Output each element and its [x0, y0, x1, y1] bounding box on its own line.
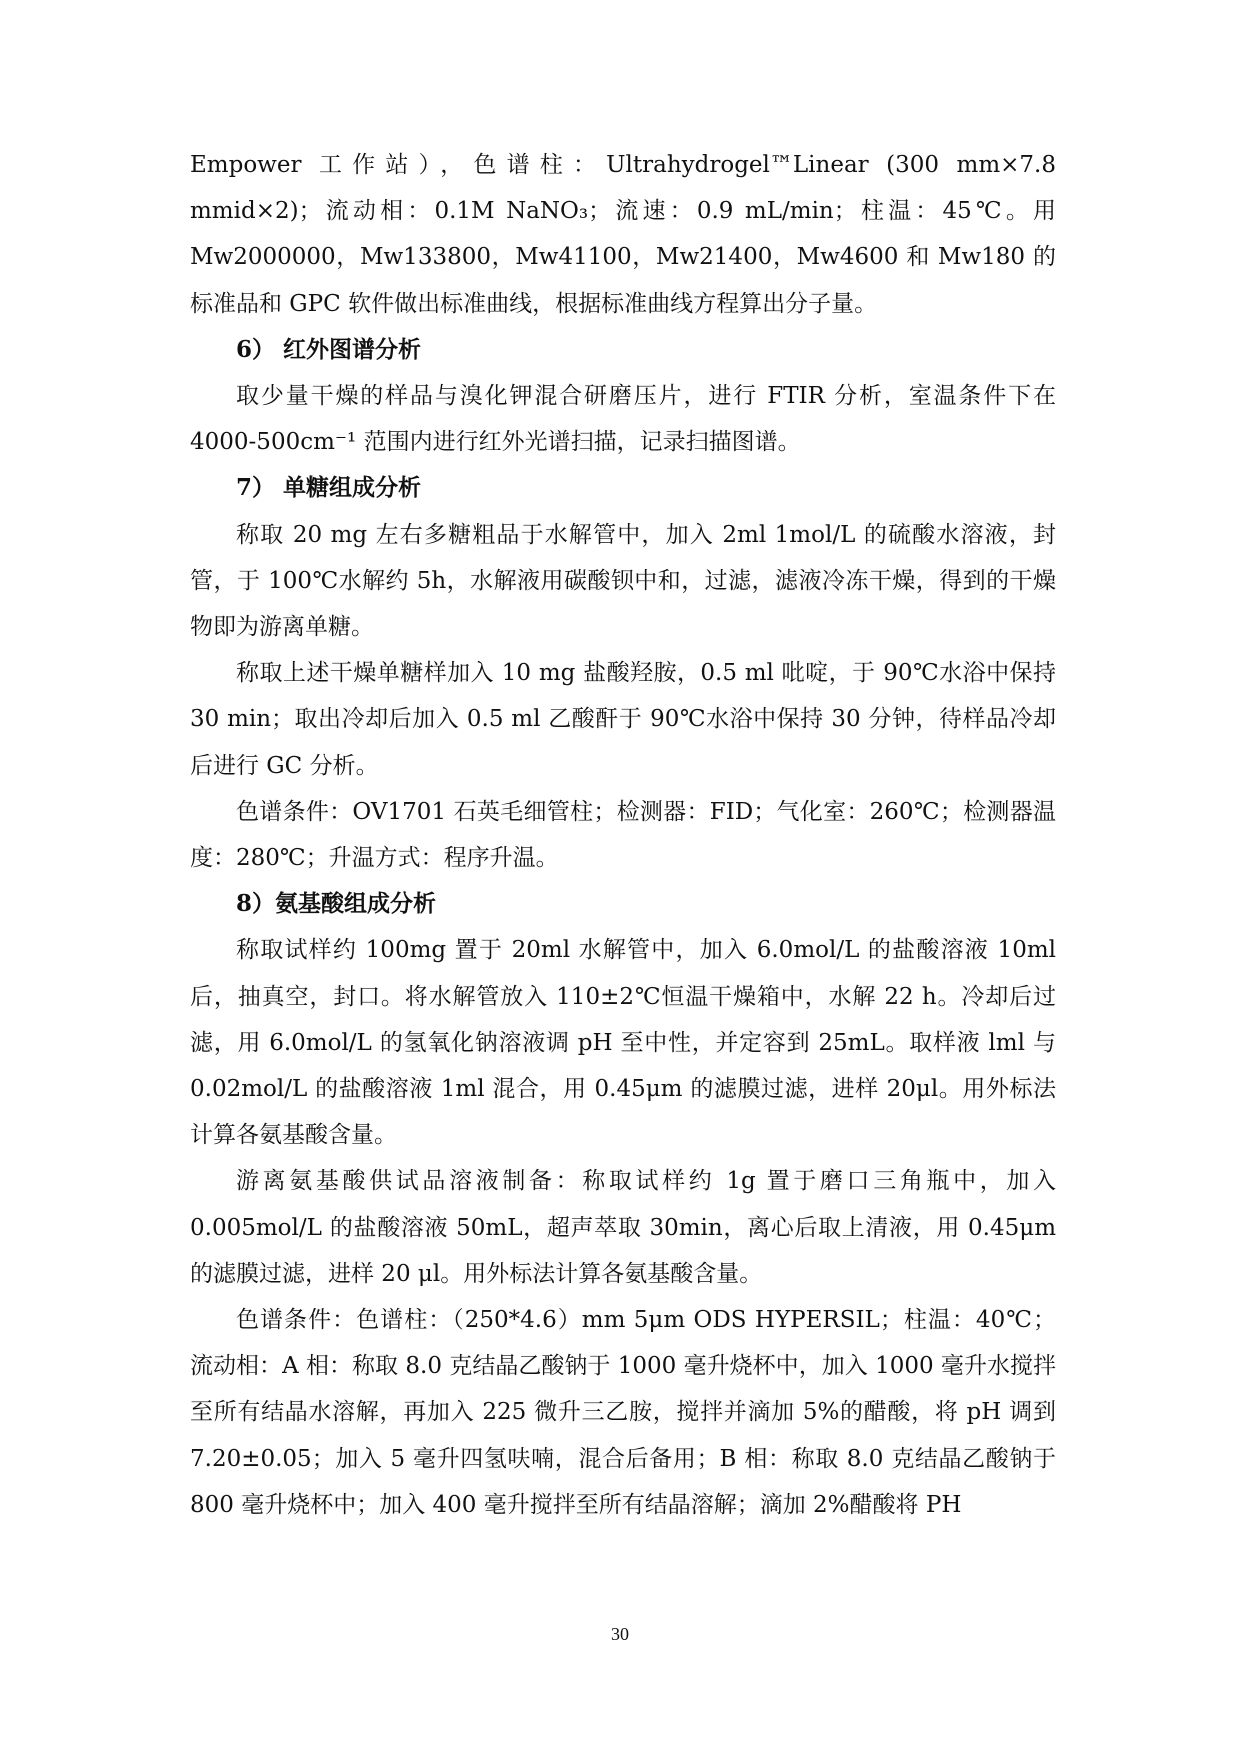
- page-number: 30: [611, 1624, 629, 1644]
- paragraph-gc-conditions: 色谱条件：OV1701 石英毛细管柱；检测器：FID；气化室：260℃；检测器温度：280℃；升温方式：程序升温。: [190, 798, 1056, 872]
- paragraph-derivatization: 称取上述干燥单糖样加入 10 mg 盐酸羟胺，0.5 ml 吡啶，于 90℃水浴中保持 30 min；取出冷却后加入 0.5 ml 乙酸酐于 90℃水浴中保持 30 分钟，待样品冷却后进行 GC 分析。: [190, 660, 1056, 779]
- document-body: [190, 142, 1056, 1528]
- paragraph-amino-acid-hydrolysis: 称取试样约 100mg 置于 20ml 水解管中，加入 6.0mol/L 的盐酸溶液 10ml 后，抽真空，封口。将水解管放入 110±2℃恒温干燥箱中，水解 22 h。冷却后过滤，用 6.0mol/L 的氢氧化钠溶液调 pH 至中性，并定容到 25mL。取样液 lml 与 0.02mol/L 的盐酸溶液 1ml 混合，用 0.45μm 的滤膜过滤，进样 20μl。用外标法计算各氨基酸含量。: [190, 937, 1056, 1149]
- section-heading-amino-acid: 8）氨基酸组成分析: [236, 890, 437, 918]
- paragraph-hydrolysis: 称取 20 mg 左右多糖粗品于水解管中，加入 2ml 1mol/L 的硫酸水溶液，封管，于 100℃水解约 5h，水解液用碳酸钡中和，过滤，滤液冷冻干燥，得到的干燥物即为游离单糖。: [190, 521, 1056, 641]
- paragraph-gpc-conditions: Empower 工作站），色谱柱：Ultrahydrogel™Linear (300 mm×7.8 mmid×2)；流动相：0.1M NaNO₃；流速：0.9 mL/min；柱温：45℃。用 Mw2000000，Mw133800，Mw41100，Mw21400，Mw4600 和 Mw180 的标准品和 GPC 软件做出标准曲线，根据标准曲线方程算出分子量。: [190, 152, 1056, 317]
- section-heading-monosaccharide: 7） 单糖组成分析: [236, 474, 422, 502]
- paragraph-free-amino-acid: 游离氨基酸供试品溶液制备：称取试样约 1g 置于磨口三角瓶中，加入 0.005mol/L 的盐酸溶液 50mL，超声萃取 30min，离心后取上清液，用 0.45μm 的滤膜过滤，进样 20 μl。用外标法计算各氨基酸含量。: [190, 1168, 1056, 1287]
- paragraph-ftir-method: 取少量干燥的样品与溴化钾混合研磨压片，进行 FTIR 分析，室温条件下在 4000-500cm⁻¹ 范围内进行红外光谱扫描，记录扫描图谱。: [190, 383, 1056, 456]
- section-heading-ftir: 6） 红外图谱分析: [236, 335, 422, 363]
- paragraph-hplc-conditions: 色谱条件：色谱柱：（250*4.6）mm 5μm ODS HYPERSIL；柱温：40℃；流动相：A 相：称取 8.0 克结晶乙酸钠于 1000 毫升烧杯中，加入 1000 毫升水搅拌至所有结晶水溶解，再加入 225 微升三乙胺，搅拌并滴加 5%的醋酸，将 pH 调到 7.20±0.05；加入 5 毫升四氢呋喃，混合后备用；B 相：称取 8.0 克结晶乙酸钠于 800 毫升烧杯中；加入 400 毫升搅拌至所有结晶溶解；滴加 2%醋酸将 PH: [190, 1307, 1056, 1518]
